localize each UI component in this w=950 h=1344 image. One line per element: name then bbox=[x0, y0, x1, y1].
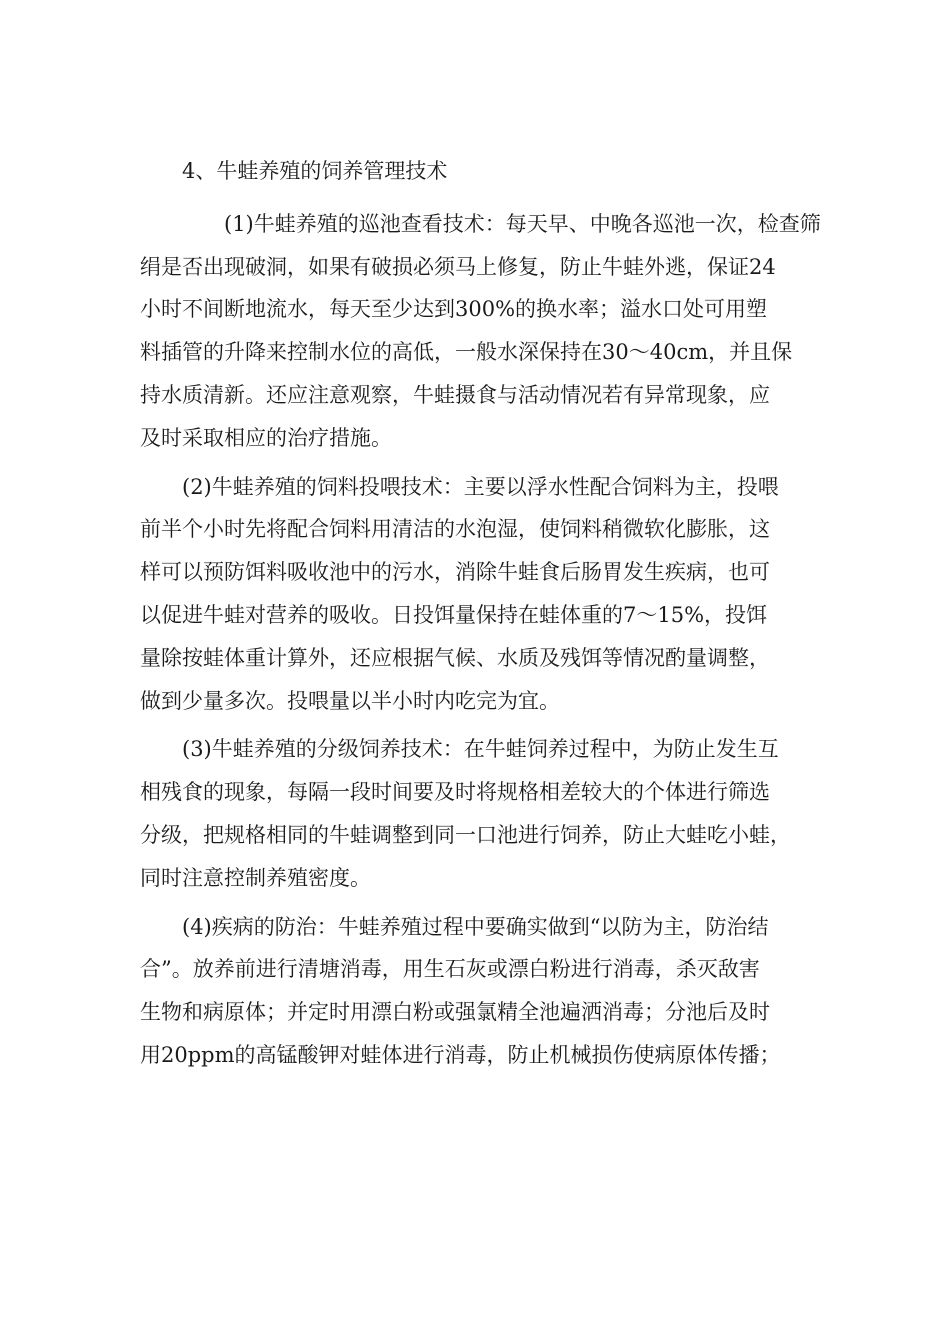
paragraph-3-grading bbox=[140, 728, 815, 899]
paragraph-line: 料插管的升降来控制水位的高低，一般水深保持在30～40cm，并且保 bbox=[140, 340, 793, 365]
paragraph-line: 同时注意控制养殖密度。 bbox=[140, 865, 371, 890]
paragraph-line: (3)牛蛙养殖的分级饲养技术：在牛蛙饲养过程中，为防止发生互 bbox=[182, 737, 779, 762]
paragraph-line: 生物和病原体；并定时用漂白粉或强氯精全池遍洒消毒；分池后及时 bbox=[140, 1000, 770, 1025]
paragraph-1-patrol bbox=[140, 203, 821, 460]
paragraph-2-feeding bbox=[140, 466, 815, 723]
paragraph-line: 做到少量多次。投喂量以半小时内吃完为宜。 bbox=[140, 688, 560, 713]
paragraph-line: 量除按蛙体重计算外，还应根据气候、水质及残饵等情况酌量调整， bbox=[140, 645, 770, 670]
paragraph-line: 及时采取相应的治疗措施。 bbox=[140, 425, 392, 450]
paragraph-line: 合”。放养前进行清塘消毒，用生石灰或漂白粉进行消毒，杀灭敌害 bbox=[140, 957, 760, 982]
section-heading bbox=[140, 150, 815, 193]
paragraph-line: 前半个小时先将配合饲料用清洁的水泡湿，使饲料稍微软化膨胀，这 bbox=[140, 517, 770, 542]
paragraph-line: 样可以预防饵料吸收池中的污水，消除牛蛙食后肠胃发生疾病，也可 bbox=[140, 560, 770, 585]
paragraph-line: (2)牛蛙养殖的饲料投喂技术：主要以浮水性配合饲料为主，投喂 bbox=[182, 474, 779, 499]
heading-text: 4、牛蛙养殖的饲养管理技术 bbox=[182, 159, 448, 183]
paragraph-line: 绢是否出现破洞，如果有破损必须马上修复，防止牛蛙外逃，保证24 bbox=[140, 254, 776, 279]
paragraph-line: 持水质清新。还应注意观察，牛蛙摄食与活动情况若有异常现象，应 bbox=[140, 382, 770, 407]
paragraph-line: 小时不间断地流水，每天至少达到300%的换水率；溢水口处可用塑 bbox=[140, 297, 768, 322]
paragraph-line: (1)牛蛙养殖的巡池查看技术：每天早、中晚各巡池一次，检查筛 bbox=[224, 211, 821, 236]
paragraph-4-disease bbox=[140, 906, 815, 1077]
paragraph-line: 相残食的现象，每隔一段时间要及时将规格相差较大的个体进行筛选 bbox=[140, 780, 770, 805]
paragraph-line: 以促进牛蛙对营养的吸收。日投饵量保持在蛙体重的7～15%，投饵 bbox=[140, 602, 768, 627]
paragraph-line: 分级，把规格相同的牛蛙调整到同一口池进行饲养，防止大蛙吃小蛙， bbox=[140, 822, 791, 847]
paragraph-line: (4)疾病的防治：牛蛙养殖过程中要确实做到“以防为主，防治结 bbox=[182, 914, 769, 939]
paragraph-line: 用20ppm的高锰酸钾对蛙体进行消毒，防止机械损伤使病原体传播； bbox=[140, 1042, 781, 1067]
document-body bbox=[140, 150, 821, 1083]
